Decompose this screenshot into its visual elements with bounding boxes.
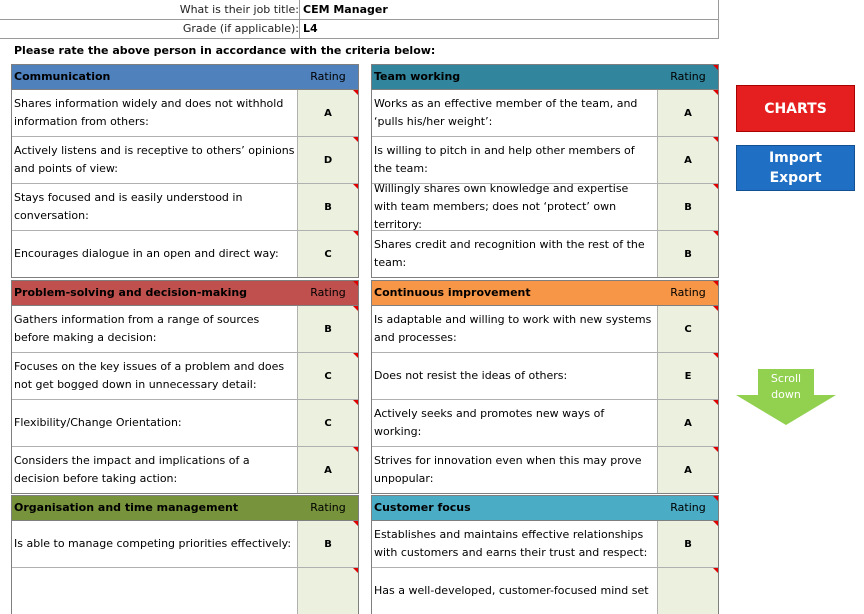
criterion-text: Is able to manage competing priorities effectively: (14, 537, 292, 550)
grade-value[interactable]: L4 (299, 19, 719, 38)
criterion-text: Is adaptable and willing to work with new systems and processes: (374, 313, 652, 344)
table-row (372, 353, 718, 400)
table-row (12, 400, 358, 447)
grade-label: Grade (if applicable): (182, 22, 299, 35)
import-export-button[interactable] (736, 145, 855, 191)
section-title: Problem-solving and decision-making (14, 286, 248, 299)
rating-cell[interactable]: A (297, 447, 358, 493)
table-row (12, 447, 358, 493)
job-title-row (0, 0, 719, 20)
table-row (12, 137, 358, 184)
rating-cell[interactable]: A (657, 400, 718, 446)
rating-cell[interactable] (297, 568, 358, 614)
rating-cell[interactable]: B (297, 184, 358, 230)
rating-header: Rating (310, 70, 346, 83)
table-row (12, 306, 358, 353)
rating-header: Rating (298, 281, 358, 305)
rating-cell[interactable]: B (297, 521, 358, 567)
grade-row (0, 19, 719, 39)
rating-header: Rating (310, 501, 346, 514)
section-header (372, 281, 718, 306)
rating-cell[interactable] (657, 568, 718, 614)
table-row (12, 231, 358, 277)
section-title: Team working (374, 70, 461, 83)
table-row (372, 306, 718, 353)
table-row (372, 447, 718, 493)
criterion-text: Does not resist the ideas of others: (374, 369, 568, 382)
import-export-label: Import Export (768, 150, 823, 186)
criterion-text: Strives for innovation even when this may prove unpopular: (374, 454, 642, 485)
section-header (12, 496, 358, 521)
criterion-text: Considers the impact and implications of a decision before taking action: (14, 454, 250, 485)
table-row (372, 231, 718, 277)
charts-button[interactable]: CHARTS (736, 85, 855, 132)
rating-cell[interactable]: D (297, 137, 358, 183)
table-row (372, 137, 718, 184)
section-continuous-improvement (371, 280, 719, 494)
rating-cell[interactable]: E (657, 353, 718, 399)
rating-cell[interactable]: C (297, 231, 358, 277)
criterion-text: Is willing to pitch in and help other members of the team: (374, 144, 635, 175)
section-title: Organisation and time management (14, 501, 239, 514)
section-organisation (11, 495, 359, 614)
criterion-text: Actively seeks and promotes new ways of working: (374, 407, 605, 438)
table-row (12, 90, 358, 137)
scroll-label-text: Scroll down (770, 372, 802, 401)
criterion-text: Establishes and maintains effective relationships with customers and earns their trust and respect: (374, 528, 648, 559)
instruction-text: Please rate the above person in accordance with the criteria below: (14, 44, 436, 57)
job-title-value[interactable]: CEM Manager (299, 0, 719, 19)
table-row (372, 90, 718, 137)
table-row (372, 184, 718, 231)
section-header (372, 496, 718, 521)
section-problem-solving (11, 280, 359, 494)
table-row (12, 521, 358, 568)
rating-cell[interactable]: B (657, 231, 718, 277)
rating-header: Rating (658, 65, 718, 89)
rating-header: Rating (658, 281, 718, 305)
criterion-text: Encourages dialogue in an open and direct way: (14, 247, 279, 260)
criterion-text: Willingly shares own knowledge and expertise with team members; does not ‘protect’ own territory: (374, 182, 629, 231)
criterion-text: Gathers information from a range of sources before making a decision: (14, 313, 260, 344)
criterion-text: Focuses on the key issues of a problem and does not get bogged down in unnecessary detail: (14, 360, 285, 391)
rating-cell[interactable]: A (657, 90, 718, 136)
table-row (12, 353, 358, 400)
scroll-down-arrow[interactable] (736, 369, 836, 425)
section-communication (11, 64, 359, 278)
criterion-text: Stays focused and is easily understood in conversation: (14, 191, 243, 222)
scroll-label (736, 371, 836, 403)
rating-cell[interactable]: A (297, 90, 358, 136)
header-border (718, 0, 719, 38)
criterion-text: Shares information widely and does not withhold information from others: (14, 97, 284, 128)
table-row (12, 568, 358, 614)
section-team-working (371, 64, 719, 278)
section-customer-focus (371, 495, 719, 614)
section-header (12, 65, 358, 90)
rating-cell[interactable]: B (297, 306, 358, 352)
criterion-text: Works as an effective member of the team, and ‘pulls his/her weight’: (374, 97, 638, 128)
criterion-text: Has a well-developed, customer-focused mind set (374, 584, 649, 597)
criterion-text (12, 568, 297, 614)
section-header (372, 65, 718, 90)
table-row (372, 400, 718, 447)
criterion-text: Flexibility/Change Orientation: (14, 416, 182, 429)
job-title-label: What is their job title: (179, 3, 299, 16)
section-header (12, 281, 358, 306)
criterion-text: Actively listens and is receptive to others’ opinions and points of view: (14, 144, 295, 175)
table-row (12, 184, 358, 231)
table-row (372, 521, 718, 568)
rating-cell[interactable]: A (657, 447, 718, 493)
rating-cell[interactable]: B (657, 521, 718, 567)
rating-cell[interactable]: A (657, 137, 718, 183)
table-row (372, 568, 718, 614)
rating-cell[interactable]: C (657, 306, 718, 352)
section-title: Continuous improvement (374, 286, 531, 299)
section-title: Customer focus (374, 501, 471, 514)
rating-header: Rating (658, 496, 718, 520)
rating-cell[interactable]: C (297, 400, 358, 446)
rating-cell[interactable]: C (297, 353, 358, 399)
section-title: Communication (14, 70, 111, 83)
criterion-text: Shares credit and recognition with the rest of the team: (374, 238, 645, 269)
rating-cell[interactable]: B (657, 184, 718, 230)
